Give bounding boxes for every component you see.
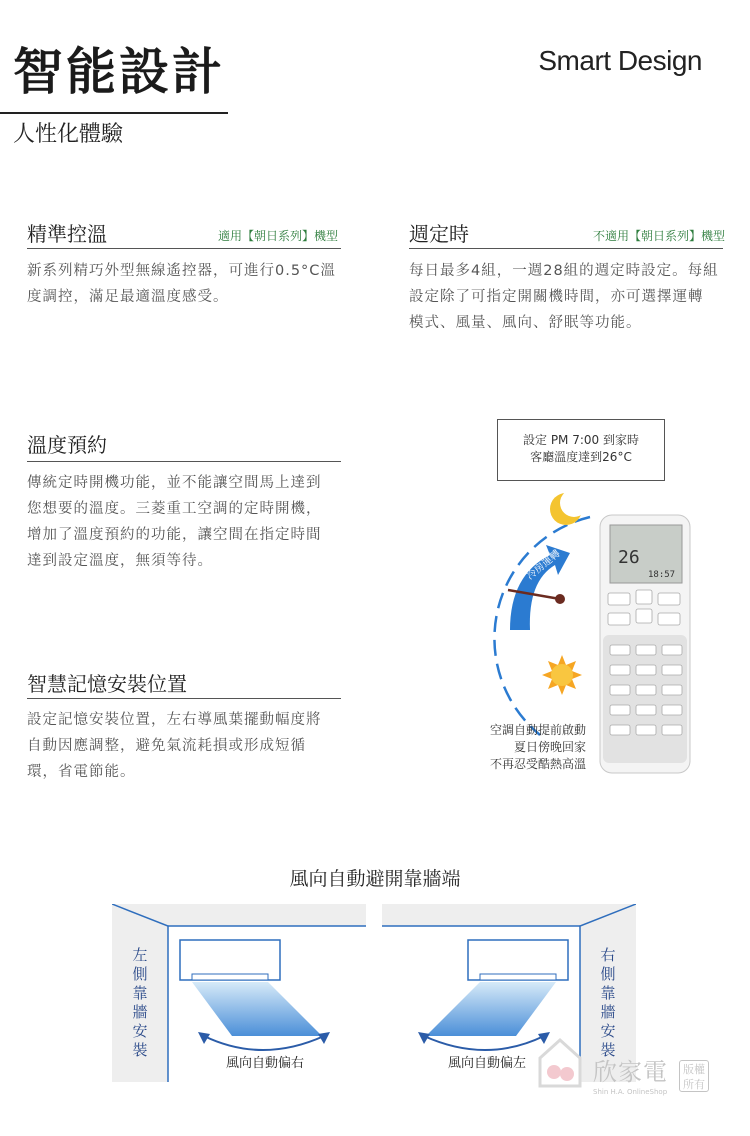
remote-button (658, 613, 680, 625)
smart-memory-body (27, 707, 347, 785)
body-line: 傳統定時開機功能，並不能讓空間馬上達到 (27, 475, 322, 491)
right-side-label: 右側靠牆安裝 (600, 946, 616, 1059)
callout-bottom-text (470, 722, 586, 773)
callout-line: 設定 PM 7:00 到家時 (523, 433, 639, 447)
page-title: 智能設計 (13, 43, 225, 101)
remote-button (636, 609, 652, 623)
precise-temp-rule (27, 248, 341, 249)
callout-line: 空調自動提前啟動 (489, 723, 586, 737)
temp-reservation-heading: 溫度預約 (27, 433, 107, 457)
body-line: 達到設定溫度，無須等待。 (27, 553, 213, 569)
display-temp: 26 (618, 547, 640, 568)
callout-line: 客廳溫度達到26°C (530, 450, 632, 464)
body-line: 度調控，滿足最適溫度感受。 (27, 289, 229, 305)
remote-button (608, 593, 630, 605)
page-subtitle: 人性化體驗 (13, 122, 124, 147)
weekly-timer-note: 不適用【朝日系列】機型 (593, 229, 726, 243)
weekly-timer-heading: 週定時 (409, 222, 469, 246)
left-side-label: 左側靠牆安裝 (132, 946, 148, 1059)
cycle-arc (494, 517, 590, 735)
watermark-logo-icon (532, 1034, 588, 1094)
callout-line: 不再忍受酷熱高溫 (489, 757, 586, 771)
airflow (426, 982, 556, 1036)
watermark-sub: Shin H.A. OnlineShop (593, 1088, 668, 1096)
body-line: 您想要的溫度。三菱重工空調的定時開機， (27, 501, 322, 517)
precise-temp-note: 適用【朝日系列】機型 (218, 229, 339, 243)
temp-reservation-rule (27, 461, 341, 462)
callout-line: 夏日傍晚回家 (513, 740, 586, 754)
display-clock: 18:57 (648, 570, 676, 580)
left-direction-label: 風向自動偏右 (226, 1056, 305, 1071)
remote-button (658, 593, 680, 605)
airflow (192, 982, 322, 1036)
precise-temp-body (27, 258, 347, 310)
body-line: 設定除了可指定開關機時間，亦可選擇運轉 (409, 289, 704, 305)
smart-memory-rule (27, 698, 341, 699)
body-line: 增加了溫度預約的功能，讓空間在指定時間 (27, 527, 322, 543)
body-line: 設定記憶安裝位置，左右導風葉擺動幅度將 (27, 712, 322, 728)
watermark-brand: 欣家電 (593, 1058, 668, 1086)
body-line: 新系列精巧外型無線遙控器，可進行0.5°C溫 (27, 263, 336, 279)
ac-vent (192, 974, 268, 980)
remote-button (608, 613, 630, 625)
weekly-timer-body (409, 258, 729, 336)
body-line: 每日最多4組，一週28組的週定時設定。每組 (409, 263, 719, 279)
callout-top-box (497, 419, 665, 481)
weekly-timer-rule (409, 248, 723, 249)
arrow-label: 冷房運轉 (524, 548, 563, 583)
body-line: 模式、風量、風向、舒眠等功能。 (409, 315, 642, 331)
body-line: 自動因應調整，避免氣流耗損或形成短循 (27, 738, 306, 754)
direction-arc (424, 1036, 544, 1050)
temp-reservation-body (27, 470, 347, 574)
ac-vent (480, 974, 556, 980)
direction-arc (204, 1036, 324, 1050)
clock-pivot (555, 594, 565, 604)
diagram-title: 風向自動避開靠牆端 (289, 868, 461, 890)
precise-temp-heading: 精準控溫 (27, 222, 107, 246)
remote-button (636, 590, 652, 604)
right-direction-label: 風向自動偏左 (448, 1056, 527, 1071)
watermark-badge: 版權所有 (679, 1060, 709, 1092)
body-line: 環，省電節能。 (27, 764, 136, 780)
english-title: Smart Design (538, 45, 702, 76)
smart-memory-heading: 智慧記憶安裝位置 (27, 672, 187, 696)
title-divider (0, 112, 228, 114)
sun-icon (542, 655, 582, 695)
